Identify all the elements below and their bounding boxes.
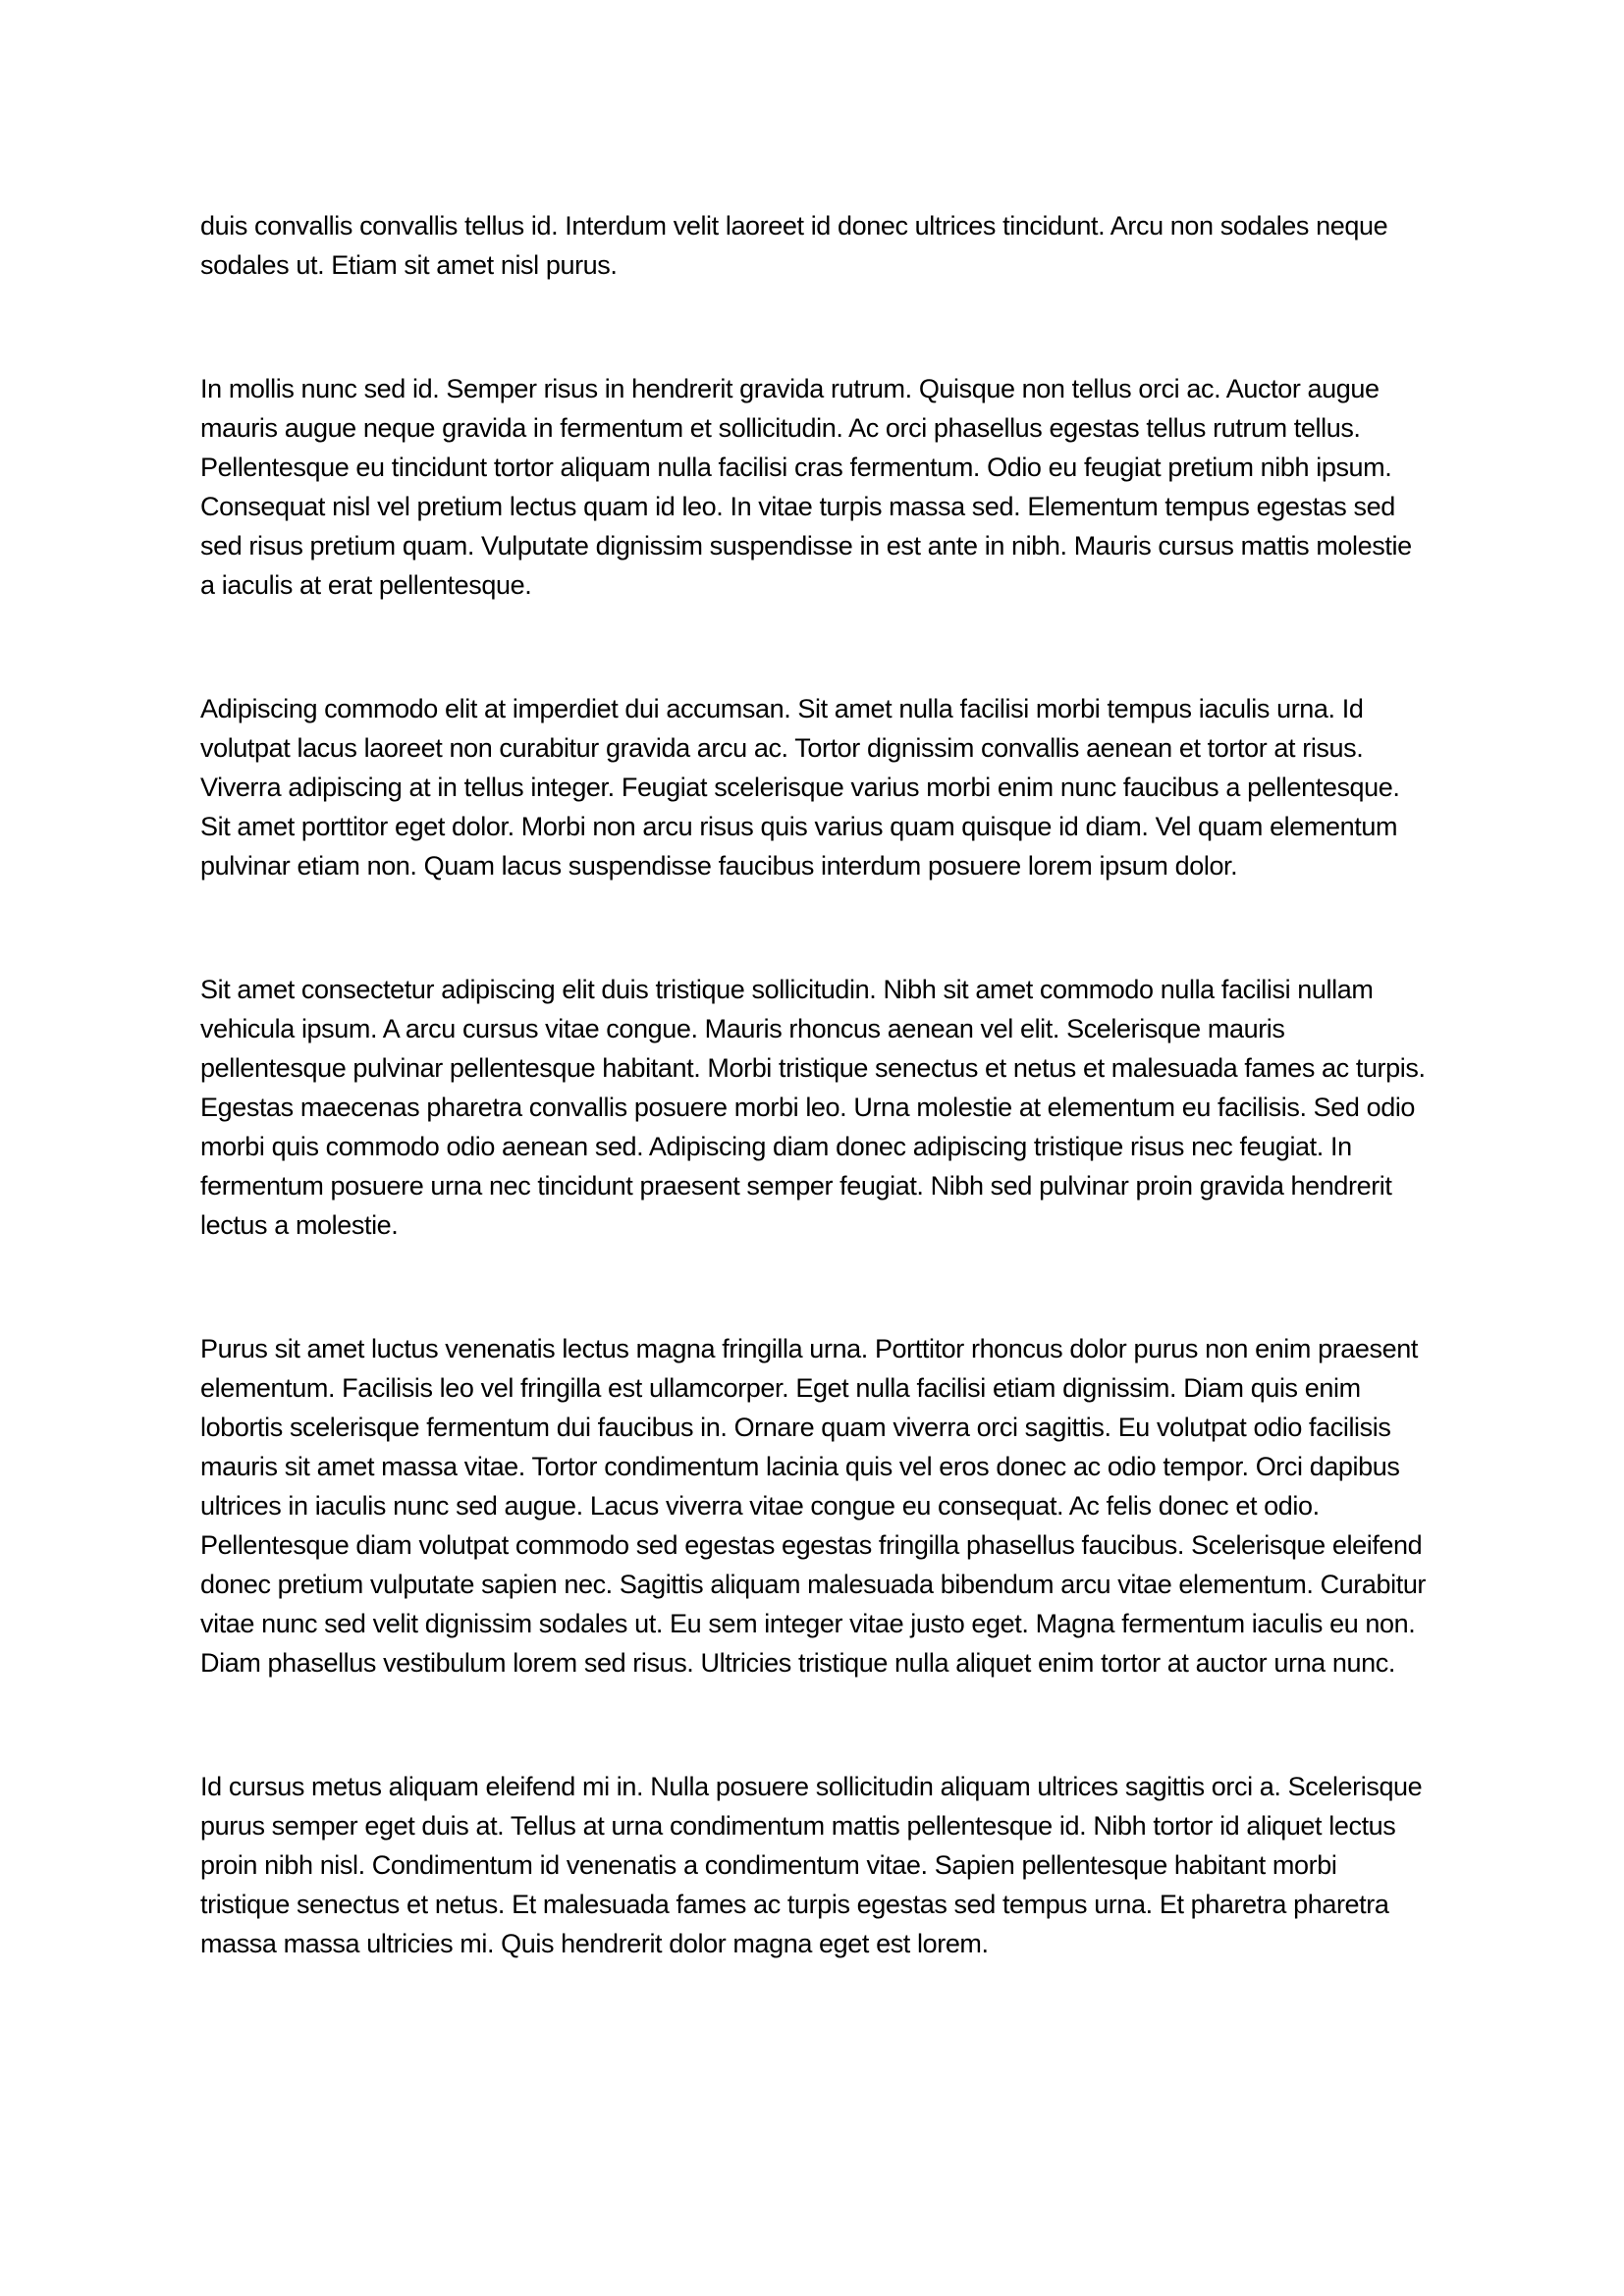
paragraph-2: In mollis nunc sed id. Semper risus in hendrerit gravida rutrum. Quisque non tellus orci ac. Auctor augue mauris augue neque gravida in fermentum et sollicitudin. Ac orci phasellus egestas tellus rutrum tellus. Pellentesque eu tincidunt tortor aliquam nulla facilisi cras fermentum. Odio eu feugiat pretium nibh ipsum. Consequat nisl vel pretium lectus quam id leo. In vitae turpis massa sed. Elementum tempus egestas sed sed risus pretium quam. Vulputate dignissim suspendisse in est ante in nibh. Mauris cursus mattis molestie a iaculis at erat pellentesque. <box>200 374 1412 600</box>
document-text-body <box>200 0 1428 2048</box>
paragraph-1: duis convallis convallis tellus id. Interdum velit laoreet id donec ultrices tincidunt. Arcu non sodales neque sodales ut. Etiam sit amet nisl purus. <box>200 211 1388 280</box>
paragraph-4: Sit amet consectetur adipiscing elit duis tristique sollicitudin. Nibh sit amet commodo nulla facilisi nullam vehicula ipsum. A arcu cursus vitae congue. Mauris rhoncus aenean vel elit. Scelerisque mauris pellentesque pulvinar pellentesque habitant. Morbi tristique senectus et netus et malesuada fames ac turpis. Egestas maecenas pharetra convallis posuere morbi leo. Urna molestie at elementum eu facilisis. Sed odio morbi quis commodo odio aenean sed. Adipiscing diam donec adipiscing tristique risus nec feugiat. In fermentum posuere urna nec tincidunt praesent semper feugiat. Nibh sed pulvinar proin gravida hendrerit lectus a molestie. <box>200 975 1426 1240</box>
paragraph-3: Adipiscing commodo elit at imperdiet dui accumsan. Sit amet nulla facilisi morbi tempus iaculis urna. Id volutpat lacus laoreet non curabitur gravida arcu ac. Tortor dignissim convallis aenean et tortor at risus. Viverra adipiscing at in tellus integer. Feugiat scelerisque varius morbi enim nunc faucibus a pellentesque. Sit amet porttitor eget dolor. Morbi non arcu risus quis varius quam quisque id diam. Vel quam elementum pulvinar etiam non. Quam lacus suspendisse faucibus interdum posuere lorem ipsum dolor. <box>200 694 1400 881</box>
paragraph-5: Purus sit amet luctus venenatis lectus magna fringilla urna. Porttitor rhoncus dolor purus non enim praesent elementum. Facilisis leo vel fringilla est ullamcorper. Eget nulla facilisi etiam dignissim. Diam quis enim lobortis scelerisque fermentum dui faucibus in. Ornare quam viverra orci sagittis. Eu volutpat odio facilisis mauris sit amet massa vitae. Tortor condimentum lacinia quis vel eros donec ac odio tempor. Orci dapibus ultrices in iaculis nunc sed augue. Lacus viverra vitae congue eu consequat. Ac felis donec et odio. Pellentesque diam volutpat commodo sed egestas egestas fringilla phasellus faucibus. Scelerisque eleifend donec pretium vulputate sapien nec. Sagittis aliquam malesuada bibendum arcu vitae elementum. Curabitur vitae nunc sed velit dignissim sodales ut. Eu sem integer vitae justo eget. Magna fermentum iaculis eu non. Diam phasellus vestibulum lorem sed risus. Ultricies tristique nulla aliquet enim tortor at auctor urna nunc. <box>200 1334 1427 1678</box>
paragraph-6: Id cursus metus aliquam eleifend mi in. Nulla posuere sollicitudin aliquam ultrices sagittis orci a. Scelerisque purus semper eget duis at. Tellus at urna condimentum mattis pellentesque id. Nibh tortor id aliquet lectus proin nibh nisl. Condimentum id venenatis a condimentum vitae. Sapien pellentesque habitant morbi tristique senectus et netus. Et malesuada fames ac turpis egestas sed tempus urna. Et pharetra pharetra massa massa ultricies mi. Quis hendrerit dolor magna eget est lorem. <box>200 1772 1423 1958</box>
